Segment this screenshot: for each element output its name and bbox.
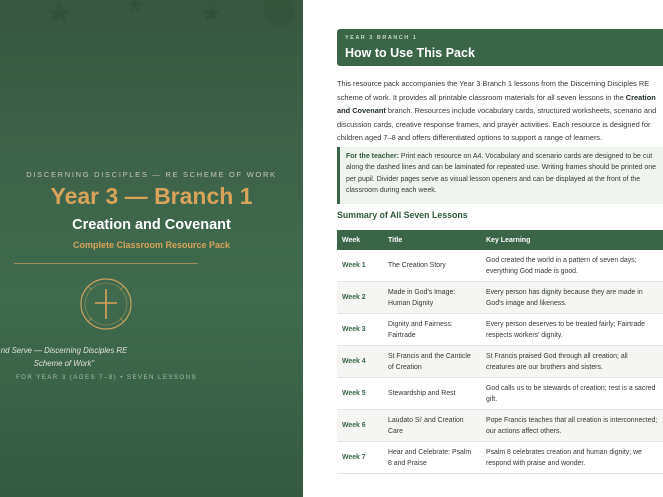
- series-label: DISCERNING DISCIPLES — RE SCHEME OF WORK: [26, 170, 277, 179]
- title-cell: Made in God's Image: Human Dignity: [383, 282, 481, 314]
- teacher-note-text: Print each resource on A4. Vocabulary and scenario cards are designed to be cut along the dashed lines and can be laminated for repeated use. Writing frames should be printed one per pupil. Divider pages serve as visual lesson openers and can be displayed at the front of the classroom during each week.: [346, 153, 657, 194]
- teacher-note: [337, 147, 663, 204]
- table-row: [337, 410, 663, 442]
- table-row: [337, 250, 663, 282]
- week-cell: Week 1: [337, 250, 383, 282]
- star-icon: [127, 0, 143, 12]
- page-title: How to Use This Pack: [345, 46, 475, 60]
- intro-paragraph: [337, 77, 661, 145]
- week-cell: Week 4: [337, 346, 383, 378]
- content-page: [303, 0, 663, 497]
- page-header: [337, 29, 663, 66]
- circle-decoration: [263, 0, 295, 26]
- cross-in-circle-icon: [78, 276, 134, 332]
- star-decorations: [0, 0, 303, 40]
- title-cell: Laudato Si' and Creation Care: [383, 410, 481, 442]
- learning-cell: Every person has dignity because they are made in God's image and likeness.: [481, 282, 663, 314]
- cover-quote: [0, 344, 134, 370]
- quote-line: nd Serve — Discerning Disciples RE: [0, 346, 128, 355]
- week-cell: Week 2: [337, 282, 383, 314]
- table-row: [337, 442, 663, 474]
- title-cell: Hear and Celebrate: Psalm 8 and Praise: [383, 442, 481, 474]
- learning-cell: God created the world in a pattern of seven days; everything God made is good.: [481, 250, 663, 282]
- week-cell: Week 5: [337, 378, 383, 410]
- intro-bold-text: Creation and Covenant: [337, 92, 656, 115]
- learning-cell: Every person deserves to be treated fairly; Fairtrade respects workers' dignity.: [481, 314, 663, 346]
- lessons-table: [337, 230, 663, 474]
- title-cell: Stewardship and Rest: [383, 378, 481, 410]
- star-icon: [48, 2, 70, 23]
- cover-page: [0, 0, 303, 497]
- table-header-row: [337, 230, 663, 250]
- header-eyebrow: YEAR 3 BRANCH 1: [345, 35, 418, 41]
- quote-line: Scheme of Work": [33, 359, 95, 368]
- cover-title: Year 3 — Branch 1: [50, 183, 253, 209]
- table-row: [337, 378, 663, 410]
- column-header: Key Learning: [481, 230, 663, 250]
- branch-name: Creation and Covenant: [72, 217, 231, 233]
- table-row: [337, 282, 663, 314]
- title-cell: The Creation Story: [383, 250, 481, 282]
- learning-cell: St Francis praised God through all creation; all creatures are our brothers and sisters.: [481, 346, 663, 378]
- table-row: [337, 346, 663, 378]
- week-cell: Week 7: [337, 442, 383, 474]
- week-cell: Week 3: [337, 314, 383, 346]
- column-header: Week: [337, 230, 383, 250]
- intro-text: This resource pack accompanies the Year 3 Branch 1 lessons from the Discerning Disciples RE scheme of work. It provides all printable classroom materials for all seven lessons in the: [337, 79, 650, 102]
- teacher-note-label: For the teacher:: [346, 153, 399, 160]
- intro-text: branch. Resources include vocabulary cards, structured worksheets, scenario and discussion cards, creative response frames, and prayer activities. Each resource is designed for children aged 7–8 and offers differentiated options to support a range of learners.: [337, 106, 657, 142]
- star-icon: [202, 4, 220, 21]
- table-row: [337, 314, 663, 346]
- learning-cell: Psalm 8 celebrates creation and human dignity; we respond with praise and wonder.: [481, 442, 663, 474]
- column-header: Title: [383, 230, 481, 250]
- title-cell: St Francis and the Canticle of Creation: [383, 346, 481, 378]
- audience-line: FOR YEAR 3 (AGES 7–8) • SEVEN LESSONS: [15, 374, 198, 381]
- cover-subtitle: Complete Classroom Resource Pack: [72, 240, 231, 250]
- learning-cell: Pope Francis teaches that all creation is interconnected; our actions affect others.: [481, 410, 663, 442]
- learning-cell: God calls us to be stewards of creation; rest is a sacred gift.: [481, 378, 663, 410]
- title-cell: Dignity and Fairness: Fairtrade: [383, 314, 481, 346]
- week-cell: Week 6: [337, 410, 383, 442]
- summary-heading: Summary of All Seven Lessons: [337, 210, 468, 220]
- divider: [14, 263, 198, 264]
